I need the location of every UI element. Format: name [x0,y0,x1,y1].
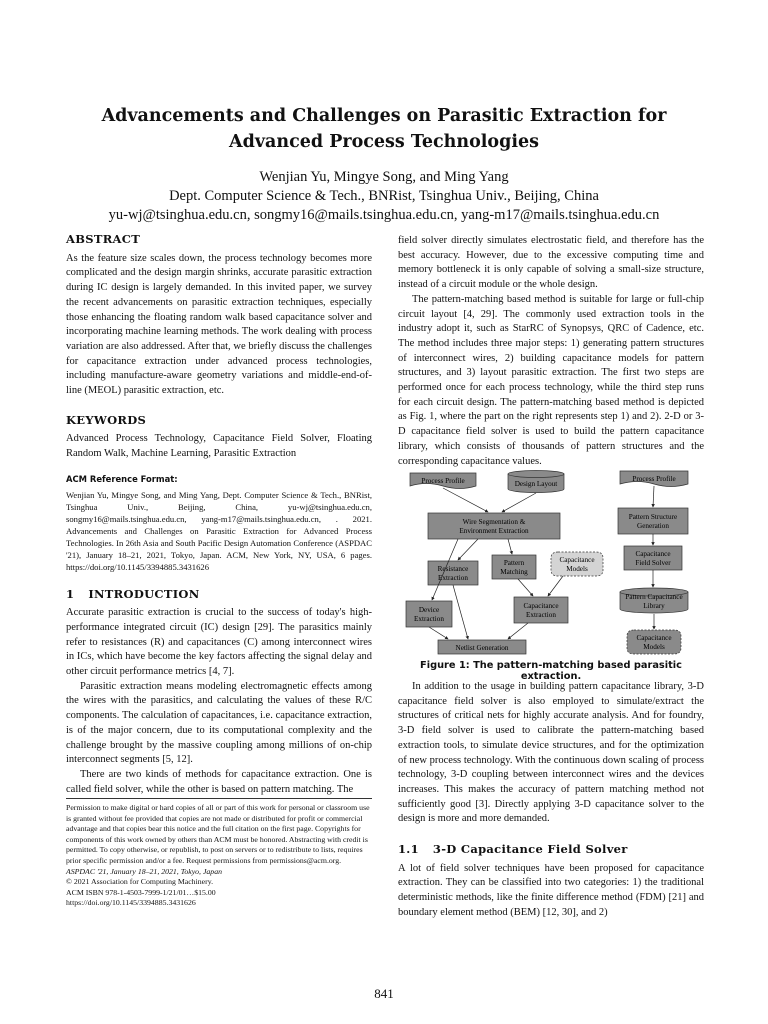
intro-paragraph-3: There are two kinds of methods for capacitance extraction. One is called field solver, while the other is based on pattern matching. The [66,768,372,795]
node-capacitance-models-right [627,630,681,654]
intro-paragraph-1: Accurate parasitic extraction is crucial to the success of today's high-performance integrated circuit (IC) design [29]. The parasitics mainly refer to resistances (R) and capacitances (C) among interconnect wires in ICs, which have become the key factors affecting the signal delay and other circuit performance metrics [4, 7]. [66,607,372,678]
keywords-heading: KEYWORDS [66,412,147,427]
footnote-line: ASPDAC '21, January 18–21, 2021, Tokyo, Japan [66,866,223,876]
node-pattern-matching [492,555,536,579]
node-label: Extraction [438,574,468,582]
node-capacitance-extraction [514,597,568,623]
keywords-text: Advanced Process Technology, Capacitance Field Solver, Floating Random Walk, Machine Learning, Parasitic Extraction [66,433,372,460]
permission-footnote [66,798,372,909]
node-label: Pattern Structure [628,513,678,521]
node-label: Capacitance [635,550,671,558]
subsection-title: 3-D Capacitance Field Solver [432,842,628,856]
emails: yu-wj@tsinghua.edu.cn, songmy16@mails.tsinghua.edu.cn, yang-m17@mails.tsinghua.edu.cn [108,207,660,223]
node-label: Models [566,565,588,573]
node-label: Device [418,606,440,614]
node-label: Pattern [503,559,525,567]
subsection-number: 1.1 [398,842,419,856]
node-wire-segmentation [428,513,560,539]
node-pattern-capacitance-library [620,588,688,613]
node-label: Design Layout [514,480,558,488]
page-number: 841 [374,986,394,1001]
node-label: Extraction [526,611,556,619]
node-label: Capacitance [559,556,595,564]
right-paragraph-3: In addition to the usage in building pattern capacitance library, 3-D capacitance field solver is also employed to simulate/extract the structures of critical nets for highly accurate analysis. And for foundry, 3-D field solver is used to calibrate the pattern-matching based extraction tools, to simulate device structures, and for the optimization of new process technology. With the continuous down scaling of process technology, 3-D coupling between interconnect wires and the devices increases. This makes the accuracy of pattern matching method not sufficiently good [3]. Directly applying 3-D capacitance solver to the design is more and more demanded. [398,681,704,825]
node-netlist-generation [438,640,526,654]
acm-reference-heading: ACM Reference Format: [66,473,178,484]
footnote-line: https://doi.org/10.1145/3394885.3431626 [66,898,196,908]
abstract-heading: ABSTRACT [66,232,141,246]
right-column-bottom [398,842,704,921]
node-label: Extraction [414,615,444,623]
node-resistance-extraction [428,561,478,585]
footnote-line: Permission to make digital or hard copies of all or part of this work for personal or classroom use is granted without fee provided that copies are not made or distributed for profit or commercial advantage and that copies bear this notice and the full citation on the first page. Copyrights for components of this work owned by others than ACM must be honored. Abstracting with credit is permitted. To copy otherwise, or republish, to post on servers or to redistribute to lists, requires prior specific permission and/or a fee. Request permissions from permissions@acm.org. [66,803,370,865]
title-line-2: Advanced Process Technologies [229,132,539,152]
node-capacitance-models-left [551,552,603,576]
right-paragraph-2: The pattern-matching based method is suitable for large or full-chip circuit layout [4, 29]. The commonly used extraction tools in the industry adopt it, such as StarRC of Synopsys, QRC of Cadence, etc. The method includes three major steps: 1) generating pattern structures of interconnect wires, 2) building capacitance models for pattern structures, and 3) layout parasitic extraction. The first two steps are performed once for each process technology, while the third step runs for each circuit design. The pattern-matching based method is depicted as Fig. 1, where the part on the right represents step 1) and 2). 2-D or 3-D capacitance field solver is used to build the pattern capacitance library, which consists of thousands of pattern structures and the corresponding capacitance values. [398,293,704,467]
right-paragraph-1: field solver directly simulates electrostatic field, and therefore has the best accuracy. However, due to the excessive computing time and memory bottleneck it is only capable of solving a small-size structure, instead of a circuit module or the whole design. [398,235,704,291]
node-label: Generation [637,522,669,530]
node-label: Capacitance [636,634,672,642]
right-column-middle [398,680,704,827]
intro-paragraph-2: Parasitic extraction means modeling electromagnetic effects among the wires with the parasitics, and calculating the values of these R/C components. The calculation of capacitances, i.e. capacitance extraction, is of the major concern, due to its computational complexity and the challenge brought by the massive coupling among millions of on-chip interconnect segments [5, 12]. [66,680,372,766]
author-block [0,168,768,225]
node-process-profile-left [410,473,476,489]
right-paragraph-4: A lot of field solver techniques have been proposed for capacitance extraction. They can be classified into two categories: 1) the traditional deterministic methods, like the finite difference method (FDM) [21] and boundary element method (BEM) [12, 30], and 2) [398,862,704,918]
section-title: INTRODUCTION [88,586,200,601]
right-column-top [398,234,704,469]
node-label: Field Solver [635,559,671,567]
node-process-profile-right [620,471,688,487]
node-label: Process Profile [632,475,676,483]
node-device-extraction [406,601,452,627]
affiliation: Dept. Computer Science & Tech., BNRist, Tsinghua Univ., Beijing, China [169,188,599,204]
footnote-line: ACM ISBN 978-1-4503-7999-1/21/01…$15.00 [66,887,216,897]
node-label: Resistance [437,565,469,573]
left-column [66,232,372,797]
node-label: Wire Segmentation & [462,518,526,526]
flowchart-diagram [398,468,704,656]
subsection-heading [398,842,704,857]
authors: Wenjian Yu, Mingye Song, and Ming Yang [259,169,509,185]
section-number: 1 [66,586,75,601]
introduction-heading [66,587,372,602]
node-capacitance-field-solver [624,546,682,570]
node-label: Library [643,602,665,610]
node-label: Environment Extraction [459,527,529,535]
figure-1 [398,468,704,656]
abstract-text: As the feature size scales down, the process technology becomes more complicated and the design margin shrinks, accurate parasitic extraction during IC design is largely demanded. In this invited paper, we survey the recent advancements on parasitic extraction techniques, especially those enhancing the floating random walk based capacitance solver and incorporating machine learning methods. The work dealing with process variation are also addressed. After that, we briefly discuss the challenges for capacitance extraction under advanced process technologies, including manufacture-aware geometry variations and middle-end-of-line (MEOL) parasitic extraction, etc. [66,252,372,397]
node-label: Netlist Generation [455,644,509,652]
node-label: Models [643,643,665,651]
node-label: Process Profile [421,477,465,485]
figure-caption: Figure 1: The pattern-matching based parasitic extraction. [420,660,682,682]
paper-title [0,103,768,155]
node-pattern-structure-generation [618,508,688,534]
node-design-layout [508,471,564,493]
node-label: Matching [500,568,528,576]
acm-reference-text: Wenjian Yu, Mingye Song, and Ming Yang, Dept. Computer Science & Tech., BNRist, Tsinghua Univ., Beijing, China, yu-wj@tsinghua.edu.cn, songmy16@mails.tsinghua.edu.cn, yang-m17@mails.tsinghua.edu.cn, . 2021. Advancements and Challenges on Parasitic Extraction for Advanced Process Technologies. In 26th Asia and South Pacific Design Automation Conference (ASPDAC '21), January 18–21, 2021, Tokyo, Japan. ACM, New York, NY, USA, 6 pages. https://doi.org/10.1145/3394885.3431626 [66,489,372,572]
node-label: Pattern Capacitance [625,593,683,601]
node-label: Capacitance [523,602,559,610]
footnote-line: © 2021 Association for Computing Machinery. [66,877,214,887]
title-line-1: Advancements and Challenges on Parasitic Extraction for [101,106,667,126]
